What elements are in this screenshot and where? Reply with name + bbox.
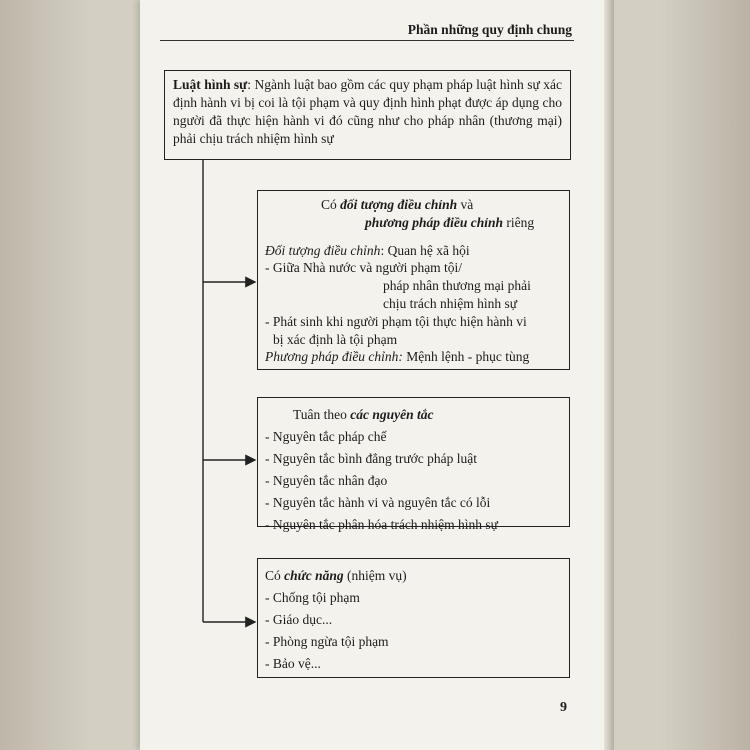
object-item-1a: - Giữa Nhà nước và người phạm tội/ [265, 260, 463, 276]
object-item-1b: pháp nhân thương mại phải [383, 278, 531, 294]
object-item-2a: - Phát sinh khi người phạm tội thực hiện hành vi [265, 313, 527, 329]
page-number: 9 [560, 700, 567, 715]
function-item: - Phòng ngừa tội phạm [265, 634, 389, 649]
functions-title: Có chức năng (nhiệm vụ) [265, 568, 407, 583]
functions-box [257, 558, 570, 678]
definition-term: Luật hình sự [173, 77, 248, 92]
function-item: - Chống tội phạm [265, 590, 360, 605]
method-line: Phương pháp điều chỉnh: Mệnh lệnh - phục tùng [265, 349, 530, 365]
principle-item: - Nguyên tắc bình đẳng trước pháp luật [265, 451, 478, 466]
running-header: Phần những quy định chung [407, 22, 572, 37]
principle-item: - Nguyên tắc nhân đạo [265, 473, 388, 488]
function-item: - Giáo dục... [265, 612, 333, 627]
definition-text: : Ngành luật bao gồm các quy phạm pháp luật hình sự xác định hành vi bị coi là tội phạm và quy định hình phạt được áp dụng cho người đã thực hiện hành vi đó cũng như cho pháp nhân (thương mại) phải chịu trách nhiệm hình sự [173, 77, 562, 146]
principle-item: - Nguyên tắc phân hóa trách nhiệm hình sự [265, 517, 499, 532]
principles-title: Tuân theo các nguyên tắc [293, 407, 434, 422]
object-box-title-2: phương pháp điều chỉnh riêng [365, 214, 535, 230]
principle-item: - Nguyên tắc hành vi và nguyên tắc có lỗi [265, 495, 491, 510]
principles-box [257, 397, 570, 532]
object-method-box [257, 190, 570, 370]
object-label-line: Đối tượng điều chỉnh: Quan hệ xã hội [265, 242, 470, 258]
object-box-title-1: Có đối tượng điều chỉnh và [321, 197, 474, 212]
function-item: - Bảo vệ... [265, 656, 321, 671]
principle-item: - Nguyên tắc pháp chế [265, 429, 387, 444]
object-item-2b: bị xác định là tội phạm [273, 331, 398, 347]
definition-box [164, 70, 571, 160]
object-item-1c: chịu trách nhiệm hình sự [383, 295, 518, 311]
